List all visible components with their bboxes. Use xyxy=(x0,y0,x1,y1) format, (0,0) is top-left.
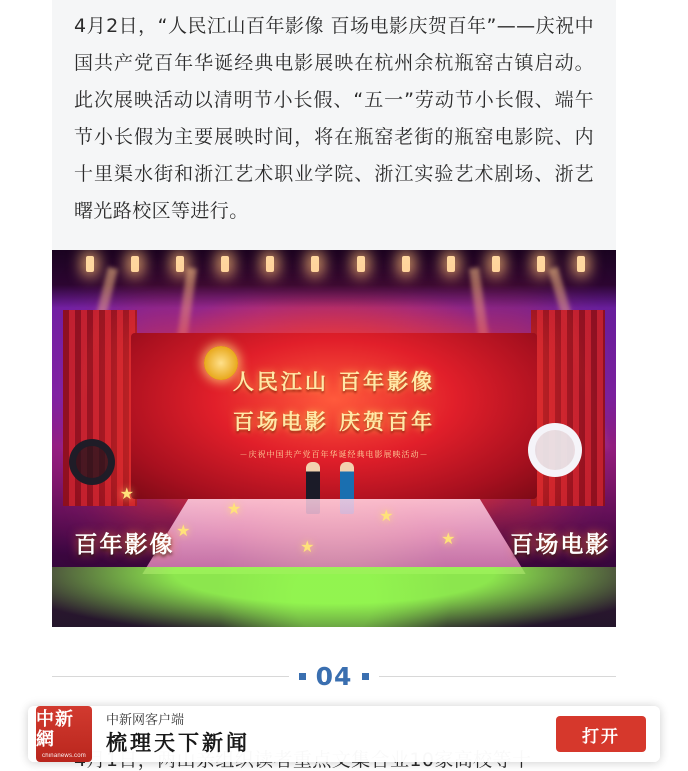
app-logo xyxy=(36,706,92,762)
stage-photo-image: 人民江山 百年影像 百场电影 庆贺百年 －庆祝中国共产党百年华诞经典电影展映活动－ ★ ★ ★ ★ ★ ★ 百年影像 百场电影 xyxy=(52,250,616,627)
photo-caption-right: 百场电影 xyxy=(510,532,611,559)
stage-backdrop xyxy=(131,333,537,499)
film-reel-icon xyxy=(69,439,115,485)
article-photo xyxy=(52,250,616,627)
backdrop-line-1: 人民江山 百年影像 xyxy=(232,370,436,395)
app-banner-slogan: 梳理天下新闻 xyxy=(106,730,250,755)
open-app-button[interactable]: 打开 xyxy=(556,716,646,752)
app-banner-text xyxy=(106,712,556,756)
stage-truss xyxy=(52,250,616,308)
stage-floor xyxy=(52,567,616,627)
backdrop-subtitle: －庆祝中国共产党百年华诞经典电影展映活动－ xyxy=(239,450,429,460)
section-number: 04 xyxy=(315,662,353,691)
separator-square-left xyxy=(299,673,306,680)
stage-steps xyxy=(142,499,526,574)
app-banner-title: 中新网客户端 xyxy=(106,713,185,728)
photo-caption-left: 百年影像 xyxy=(74,532,175,559)
section-separator xyxy=(52,662,616,691)
article-text-block xyxy=(52,0,616,252)
app-download-banner[interactable] xyxy=(28,706,660,762)
separator-rule-right xyxy=(379,676,616,677)
separator-square-right xyxy=(362,673,369,680)
app-logo-url: chinanews.com xyxy=(42,752,86,759)
backdrop-line-2: 百场电影 庆贺百年 xyxy=(232,409,436,434)
article-paragraph: 4月2日，“人民江山百年影像 百场电影庆贺百年”——庆祝中国共产党百年华诞经典电影展映在杭州余杭瓶窑古镇启动。此次展映活动以清明节小长假、“五一”劳动节小长假、端午节小长假为主要展映时间，将在瓶窑老街的瓶窑电影院、内十里渠水街和浙江艺术职业学院、浙江实验艺术剧场、浙艺曙光路校区等进行。 xyxy=(74,15,594,222)
app-logo-text: 中新網 xyxy=(36,708,74,750)
separator-rule-left xyxy=(52,676,289,677)
stage-curtain-right xyxy=(531,310,604,506)
